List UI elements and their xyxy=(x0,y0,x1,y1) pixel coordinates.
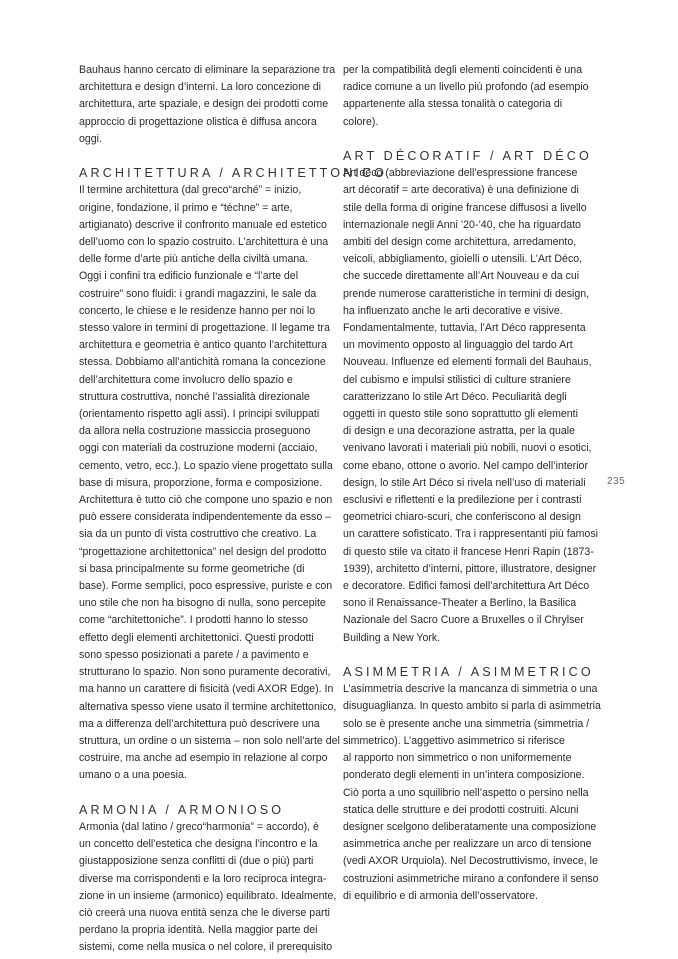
text-line: origine, fondazione, il primo e “téchne” = arte, xyxy=(79,201,293,214)
text-line: ciò creerà una nuova entità senza che le diverse parti xyxy=(79,906,330,919)
text-line: ma hanno un carattere di fisicità (vedi AXOR Edge). In xyxy=(79,683,334,696)
section-body-architettura xyxy=(79,182,340,784)
text-line: asimmetrica anche per realizzare un arco di tensione xyxy=(343,838,592,851)
text-line: e decoratore. Edifici famosi dell’architettura Art Déco xyxy=(343,580,590,593)
intro-paragraph-left xyxy=(79,62,337,148)
section-body-armonia xyxy=(79,819,337,957)
text-line: oggetti in questo stile sono soprattutto gli elementi xyxy=(343,408,578,421)
text-line: ponderato degli elementi in un’intera composizione. xyxy=(343,769,585,782)
text-line: dell’uomo con lo spazio costruito. L’architettura è una xyxy=(79,236,329,249)
text-line: architettura, arte spaziale, e design dei prodotti come xyxy=(79,98,329,111)
text-line: radice comune a un livello più profondo (ad esempio xyxy=(343,81,589,94)
text-line: al rapporto non simmetrico o non uniformemente xyxy=(343,752,572,765)
intro-paragraph-right xyxy=(343,62,601,131)
text-line: solo se è presente anche una simmetria (simmetria / xyxy=(343,717,590,730)
text-line: sistemi, come nella musica o nel colore, il prerequisito xyxy=(79,941,333,954)
text-line: geometrici chiaro-scuri, che conferiscono al design xyxy=(343,511,581,524)
text-line: Ciò porta a uno squilibrio nell’aspetto o persino nella xyxy=(343,786,589,799)
text-line: costruire, ma anche ad esempio in relazione al corpo xyxy=(79,752,328,765)
text-line: internazionale negli Anni ’20-’40, che ha riguardato xyxy=(343,218,581,231)
text-line: cemento, vetro, ecc.). Lo spazio viene progettato sulla xyxy=(79,459,333,472)
text-line: base). Forme semplici, poco espressive, puriste e con xyxy=(79,580,333,593)
text-line: (orientamento rispetto agli assi). I principi sviluppati xyxy=(79,408,320,421)
text-line: stile della forma di origine francese diffusosi a livello xyxy=(343,201,587,214)
text-line: 1939), architetto d’interni, pittore, illustratore, designer xyxy=(343,562,597,575)
text-line: caratterizzano lo stile Art Déco. Peculiarità degli xyxy=(343,390,567,403)
page-number: 235 xyxy=(607,476,626,487)
section-heading-armonia: ARMONIA / ARMONIOSO xyxy=(79,802,285,817)
text-line: approccio di progettazione olistica è diffusa ancora xyxy=(79,115,317,128)
text-line: Nouveau. Influenze ed elementi formali del Bauhaus, xyxy=(343,356,592,369)
text-line: diverse ma corrispondenti e la loro reciproca integra- xyxy=(79,872,327,885)
paragraph-gap xyxy=(343,131,601,148)
text-line: Armonia (dal latino / greco“harmonia” = accordo), è xyxy=(79,820,319,833)
text-line: veicoli, abbigliamento, gioielli o utensili. L’Art Déco, xyxy=(343,253,583,266)
text-line: può essere considerata indipendentemente da esso – xyxy=(79,511,332,524)
text-line: esclusivi e riflettenti e la predilezione per i contrasti xyxy=(343,494,582,507)
text-line: (vedi AXOR Urquiola). Nel Decostruttivismo, invece, le xyxy=(343,855,598,868)
text-line: artigianato) descrive il confronto manuale ed estetico xyxy=(79,218,327,231)
text-line: di questo stile va citato il francese Henri Rapin (1873- xyxy=(343,545,594,558)
text-line: Nazionale del Sacro Cuore a Bruxelles o il Chrylser xyxy=(343,614,584,627)
section-heading-art-deco: ART DÉCORATIF / ART DÉCO xyxy=(343,149,592,163)
left-column xyxy=(79,62,387,957)
text-line: sono spesso posizionati a parete / a pavimento e xyxy=(79,648,309,661)
text-line: art décoratif = arte decorativa) è una definizione di xyxy=(343,184,579,197)
text-line: concerto, le chiese e le residenze hanno per noi lo xyxy=(79,304,316,317)
text-line: da allora nella costruzione massiccia proseguono xyxy=(79,425,311,438)
text-line: disuguaglianza. In questo ambito si parla di asimmetria xyxy=(343,700,601,713)
text-line: stessa. Dobbiamo all’antichità romana la concezione xyxy=(79,356,326,369)
text-line: perdano la propria identità. Nella maggior parte dei xyxy=(79,924,318,937)
text-line: un carattere sofisticato. Tra i rappresentanti più famosi xyxy=(343,528,598,541)
section-heading-architettura: ARCHITETTURA / ARCHITETTONICO xyxy=(79,166,387,181)
text-line: oggi con materiali da costruzione moderni (acciaio, xyxy=(79,442,318,455)
text-line: architettura e design d’interni. La loro concezione di xyxy=(79,81,322,94)
text-line: costruire” sono fluidi: i grandi magazzini, le sale da xyxy=(79,287,317,300)
text-line: “progettazione architettonica” nel design del prodotto xyxy=(79,545,327,558)
paragraph-gap xyxy=(79,148,337,165)
text-line: come “architettoniche”. I prodotti hanno lo stesso xyxy=(79,614,309,627)
text-line: Architettura è tutto ciò che compone uno spazio e non xyxy=(79,494,333,507)
right-column xyxy=(343,62,601,905)
text-line: stesso valore in termini di progettazione. Il legame tra xyxy=(79,322,330,335)
text-line: ambiti del design come architettura, arredamento, xyxy=(343,236,577,249)
paragraph-gap xyxy=(343,647,601,664)
text-line: giustapposizione senza conflitti di (due o più) parti xyxy=(79,855,314,868)
text-line: Oggi i confini tra edificio funzionale e “l’arte del xyxy=(79,270,299,283)
text-line: L’asimmetria descrive la mancanza di simmetria o una xyxy=(343,683,598,696)
text-line: si basa principalmente su forme geometriche (di xyxy=(79,562,305,575)
text-line: alternativa spesso viene usato il termine architettonico, xyxy=(79,700,337,713)
text-line: del cubismo e impulsi stilistici di culture straniere xyxy=(343,373,571,386)
text-line: simmetrico). L’aggettivo asimmetrico si riferisce xyxy=(343,734,565,747)
text-line: appartenente alla stessa tonalità o categoria di xyxy=(343,98,563,111)
text-line: un concetto dell’estetica che designa l’incontro e la xyxy=(79,838,318,851)
text-line: design, lo stile Art Déco si rivela nell’uso di materiali xyxy=(343,476,586,489)
text-line: di equilibrio e di armonia dell’osservatore. xyxy=(343,889,538,902)
text-line: strutturano lo spazio. Non sono puramente decorativi, xyxy=(79,666,331,679)
text-line: statica delle strutture e dei prodotti costruiti. Alcuni xyxy=(343,803,579,816)
text-line: zione in un insieme (armonico) equilibrato. Idealmente, xyxy=(79,889,337,902)
text-line: base di misura, proporzione, forma e composizione. xyxy=(79,476,323,489)
text-line: Art déco (abbreviazione dell’espressione francese xyxy=(343,167,578,180)
section-body-asimmetria xyxy=(343,681,601,905)
text-line: effetto degli elementi architettonici. Questi prodotti xyxy=(79,631,314,644)
text-line: che succede direttamente all’Art Nouveau e da cui xyxy=(343,270,580,283)
text-line: Building a New York. xyxy=(343,631,441,644)
paragraph-gap xyxy=(79,785,337,802)
text-line: Il termine architettura (dal greco“arché” = inizio, xyxy=(79,184,302,197)
text-line: delle forme d’arte più antiche della civiltà umana. xyxy=(79,253,309,266)
text-line: colore). xyxy=(343,115,379,128)
text-line: uno stile che non ha bisogno di nulla, sono percepite xyxy=(79,597,326,610)
text-line: sia da un punto di vista costruttivo che creativo. La xyxy=(79,528,317,541)
text-line: oggi. xyxy=(79,132,102,145)
text-line: Bauhaus hanno cercato di eliminare la separazione tra xyxy=(79,64,336,76)
text-line: prende numerose caratteristiche in termini di design, xyxy=(343,287,590,300)
text-line: ha influenzato anche le arti decorative e visive. xyxy=(343,304,563,317)
text-line: venivano lavorati i materiali più nobili, nuovi o esotici, xyxy=(343,442,592,455)
text-line: designer scelgono deliberatamente una composizione xyxy=(343,820,597,833)
section-heading-asimmetria: ASIMMETRIA / ASIMMETRICO xyxy=(343,665,594,680)
text-line: dell’architettura come involucro dello spazio e xyxy=(79,373,293,386)
text-line: un movimento opposto al linguaggio del tardo Art xyxy=(343,339,573,352)
text-line: per la compatibilità degli elementi coincidenti è una xyxy=(343,64,583,76)
text-line: struttura, un ordine o un sistema – non solo nell’arte del xyxy=(79,734,340,747)
text-line: struttura costruttiva, nonché l’assialità direzionale xyxy=(79,390,310,403)
text-line: umano o a una poesia. xyxy=(79,769,187,782)
text-line: di design e una decorazione astratta, per la quale xyxy=(343,425,576,438)
text-line: architettura e geometria è antico quanto l’architettura xyxy=(79,339,327,352)
text-line: ma a differenza dell’architettura può descrivere una xyxy=(79,717,320,730)
section-body-art-deco xyxy=(343,165,601,647)
text-line: come ebano, ottone o avorio. Nel campo dell’interior xyxy=(343,459,588,472)
text-line: costruzioni asimmetriche mirano a confondere il senso xyxy=(343,872,599,885)
text-line: sono il Renaissance-Theater a Berlino, la Basilica xyxy=(343,597,577,610)
text-line: Fondamentalmente, tuttavia, l’Art Déco rappresenta xyxy=(343,322,586,335)
